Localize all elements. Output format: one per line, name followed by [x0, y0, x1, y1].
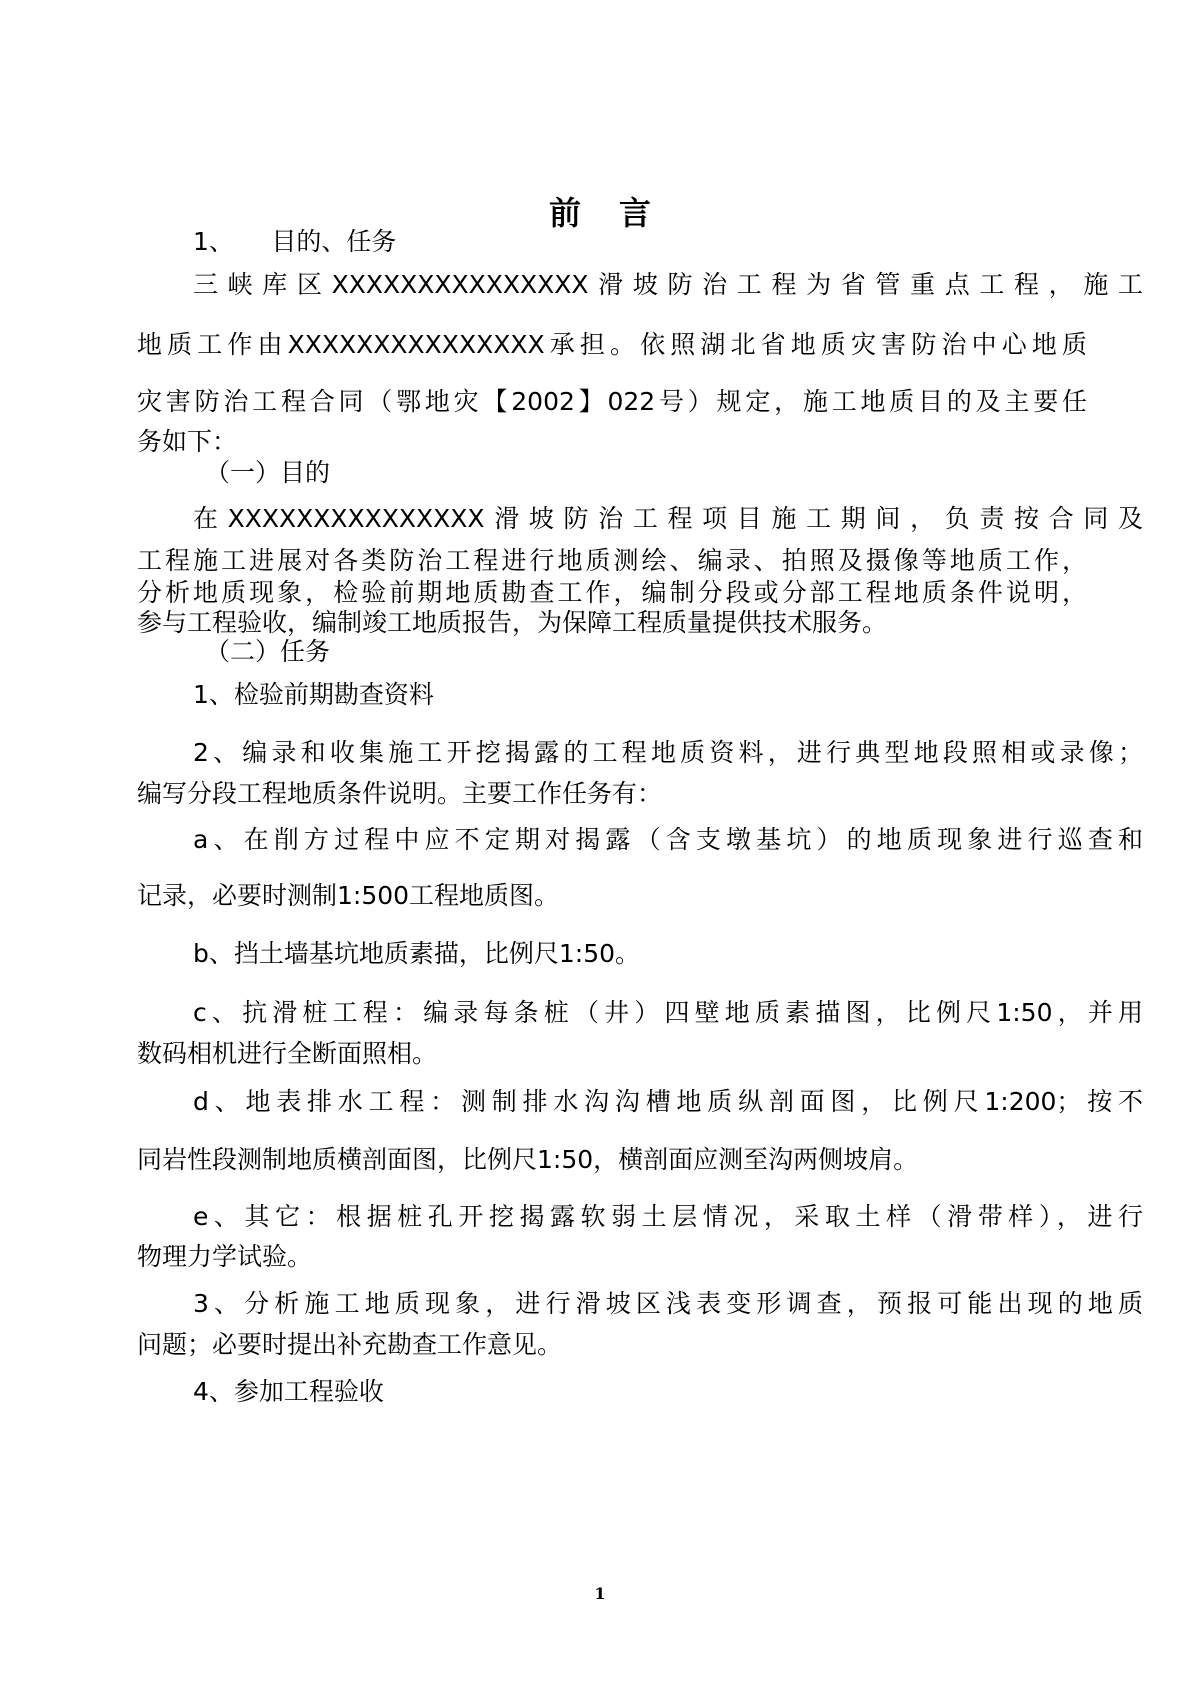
- body-line: 务如下：: [137, 427, 238, 456]
- body-line: 数码相机进行全断面照相。: [137, 1039, 438, 1068]
- task-item: 1、检验前期勘查资料: [193, 680, 434, 709]
- body-line: 参与工程验收，编制竣工地质报告，为保障工程质量提供技术服务。: [137, 608, 888, 637]
- body-line: 物理力学试验。: [137, 1242, 313, 1271]
- task-item: 3、分析施工地质现象，进行滑坡区浅表变形调查，预报可能出现的地质: [193, 1289, 1143, 1318]
- body-line: 分析地质现象，检验前期地质勘查工作，编制分段或分部工程地质条件说明，: [137, 578, 1087, 607]
- body-line: 工程施工进展对各类防治工程进行地质测绘、编录、拍照及摄像等地质工作，: [137, 546, 1087, 575]
- subsection-heading: （二）任务: [205, 637, 331, 666]
- body-line: 灾害防治工程合同（鄂地灾【2002】022号）规定，施工地质目的及主要任: [137, 387, 1087, 416]
- task-subitem: e、其它：根据桩孔开挖揭露软弱土层情况，采取土样（滑带样），进行: [193, 1202, 1143, 1231]
- body-line: 编写分段工程地质条件说明。主要工作任务有：: [137, 779, 663, 808]
- body-line: 三峡库区XXXXXXXXXXXXXXX滑坡防治工程为省管重点工程，施工: [193, 270, 1143, 299]
- task-item: 4、参加工程验收: [193, 1377, 384, 1406]
- body-line: 地质工作由XXXXXXXXXXXXXXX承担。依照湖北省地质灾害防治中心地质: [137, 330, 1087, 359]
- task-subitem: a、在削方过程中应不定期对揭露（含支墩基坑）的地质现象进行巡查和: [193, 825, 1143, 854]
- body-line: 记录，必要时测制1:500工程地质图。: [137, 881, 560, 910]
- subsection-heading: （一）目的: [205, 458, 331, 487]
- task-item: 2、编录和收集施工开挖揭露的工程地质资料，进行典型地段照相或录像；: [193, 738, 1143, 767]
- page-title: 前言: [548, 194, 689, 232]
- body-line: 问题；必要时提出补充勘查工作意见。: [137, 1330, 563, 1359]
- page-number: 1: [594, 1584, 606, 1603]
- section-heading: 1、 目的、任务: [193, 227, 397, 256]
- task-subitem: c、抗滑桩工程：编录每条桩（井）四壁地质素描图，比例尺1:50，并用: [193, 998, 1143, 1027]
- body-line: 同岩性段测制地质横剖面图，比例尺1:50，横剖面应测至沟两侧坡肩。: [137, 1145, 919, 1174]
- task-subitem: d、地表排水工程：测制排水沟沟槽地质纵剖面图，比例尺1:200；按不: [193, 1087, 1143, 1116]
- task-subitem: b、挡土墙基坑地质素描，比例尺1:50。: [193, 939, 641, 968]
- body-line: 在XXXXXXXXXXXXXXX滑坡防治工程项目施工期间，负责按合同及: [193, 504, 1143, 533]
